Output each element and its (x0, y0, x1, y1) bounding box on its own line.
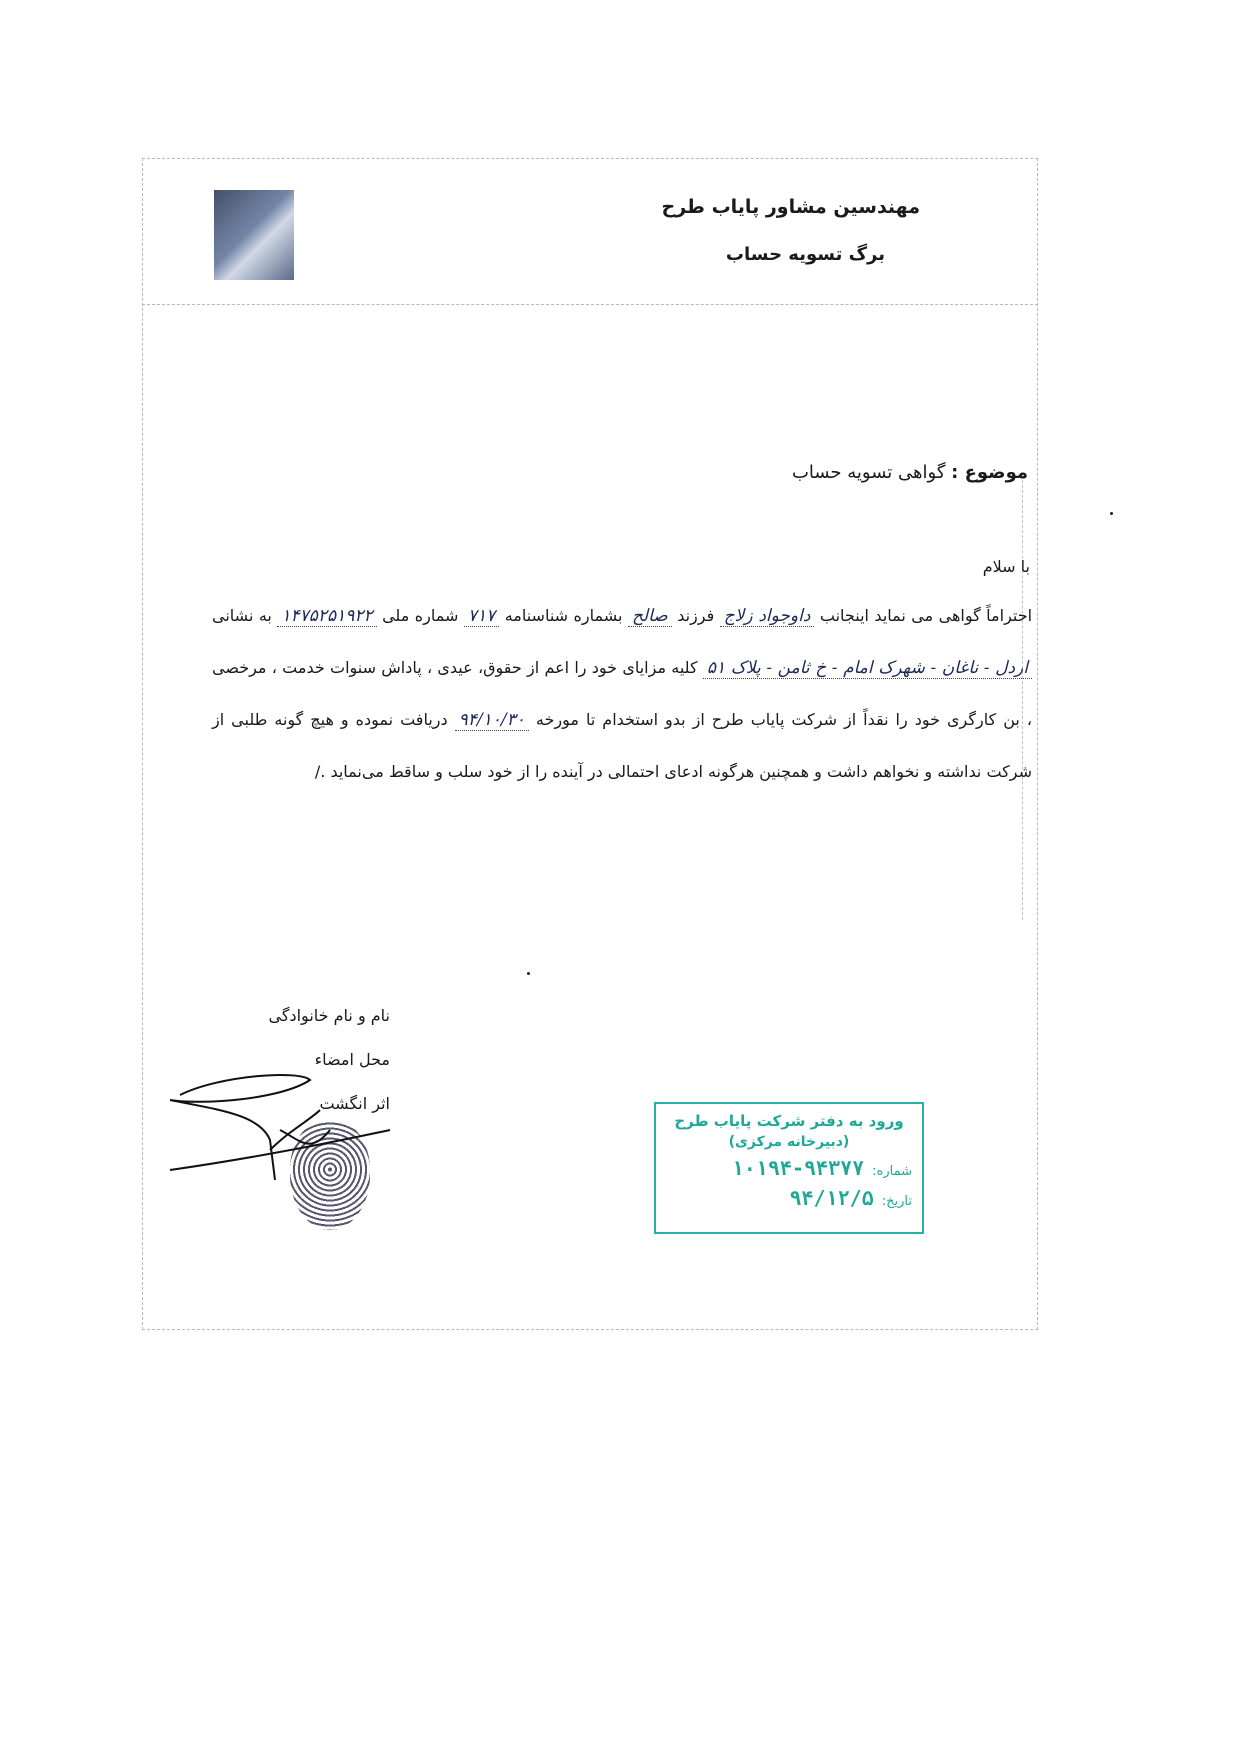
certificate-body (212, 590, 1032, 798)
employee-name-field: داوجواد زلاج (720, 606, 815, 627)
body-text-1: احتراماً گواهی می نماید اینجانب (819, 606, 1033, 625)
stamp-number-row (666, 1156, 912, 1180)
body-text-4: شناسنامه (504, 606, 569, 625)
handwritten-signature (160, 1070, 400, 1190)
address-field: اردل - ناغان - شهرک امام - خ ثامن - پلاک ۵۱ (703, 658, 1032, 679)
company-logo-icon (214, 190, 294, 280)
subject-label: موضوع : (951, 462, 1028, 483)
stamp-date-row (666, 1186, 912, 1210)
body-text-6: به نشانی (212, 606, 272, 625)
body-text-8: دریافت نموده و هیچ گونه طلبی از شرکت نداشته و نخواهم داشت و همچنین هرگونه ادعای احتمالی در آینده را از خود سلب و ساقط می‌نماید ./ (212, 710, 1032, 781)
father-name-field: صالح (628, 606, 672, 627)
greeting: با سلام (982, 557, 1030, 576)
scan-speck (527, 972, 530, 975)
body-text-3: بشماره (573, 606, 623, 625)
stamp-subtitle: (دبیرخانه مرکزی) (728, 1134, 850, 1150)
logo-faint-mark (360, 225, 430, 255)
form-title: برگ تسویه حساب (725, 244, 885, 265)
stamp-date-label: تاریخ: (881, 1194, 912, 1209)
registry-stamp (654, 1102, 924, 1234)
company-name: مهندسین مشاور پایاب طرح (661, 196, 920, 218)
stamp-title: ورود به دفتر شرکت پایاب طرح (674, 1112, 904, 1130)
subject-line (792, 462, 1028, 483)
scan-speck (1110, 512, 1113, 515)
national-id-field: ۱۴۷۵۲۵۱۹۲۲ (277, 606, 376, 627)
settlement-date-field: ۹۴/۱۰/۳۰ (455, 710, 529, 731)
signature-place-label: محل امضاء (314, 1050, 390, 1069)
stamp-number: ۱۰۱۹۴-۹۴۳۷۷ (731, 1156, 865, 1180)
subject-text: گواهی تسویه حساب (791, 462, 946, 483)
fingerprint-label: اثر انگشت (319, 1094, 390, 1113)
stamp-date: ۹۴/۱۲/۵ (789, 1186, 874, 1210)
full-name-label: نام و نام خانوادگی (268, 1006, 390, 1025)
header-divider (142, 304, 1038, 305)
stamp-number-label: شماره: (872, 1164, 912, 1179)
body-text-7: کلیه مزایای خود را اعم از حقوق، عیدی ، پاداش سنوات خدمت ، مرخصی ، بن کارگری خود را نقداً از شرکت پایاب طرح از بدو استخدام تا مورخه (212, 658, 1033, 729)
body-text-2: فرزند (677, 606, 715, 625)
body-text-5: شماره ملی (382, 606, 459, 625)
id-number-field: ۷۱۷ (464, 606, 499, 627)
